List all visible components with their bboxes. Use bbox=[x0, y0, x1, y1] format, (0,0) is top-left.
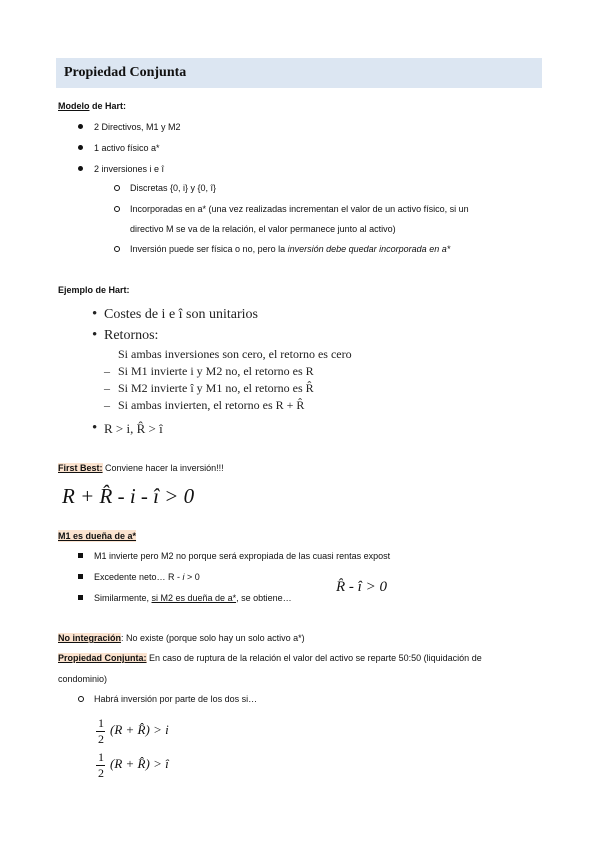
section-banner bbox=[56, 58, 542, 88]
propiedad-formula-2: (R + R̂) > î bbox=[110, 756, 169, 771]
slide-bullet: • bbox=[92, 420, 98, 436]
no-integracion-line: No integración: No existe (porque solo hay un solo activo a*) bbox=[58, 633, 305, 643]
slide-bullet: • bbox=[92, 306, 98, 322]
slide-m2: Si M2 invierte î y M1 no, el retorno es R̂ bbox=[118, 381, 314, 395]
slide-dash: – bbox=[104, 364, 110, 378]
square-bullet-icon bbox=[78, 595, 83, 600]
modelo-item: 1 activo físico a* bbox=[94, 143, 160, 153]
page-title: Propiedad Conjunta bbox=[64, 65, 187, 80]
square-bullet-icon bbox=[78, 574, 83, 579]
propiedad-formula-1: (R + R̂) > i bbox=[110, 722, 169, 737]
m1-item: M1 invierte pero M2 no porque será expropiada de las cuasi rentas expost bbox=[94, 551, 391, 561]
circle-bullet-icon bbox=[114, 185, 120, 191]
square-bullet-icon bbox=[78, 553, 83, 558]
slide-ambas: Si ambas invierten, el retorno es R + R̂ bbox=[118, 398, 305, 412]
slide-dash: – bbox=[104, 398, 110, 412]
bullet-icon bbox=[78, 145, 83, 150]
modelo-sub-item: directivo M se va de la relación, el valor permanece junto al activo) bbox=[130, 224, 396, 234]
propiedad-line: Propiedad Conjunta: En caso de ruptura de la relación el valor del activo se reparte 50:50 (liquidación de bbox=[58, 653, 482, 663]
m1-duena-heading: M1 es dueña de a* bbox=[58, 531, 137, 541]
frac-denominator: 2 bbox=[98, 766, 104, 780]
modelo-item: 2 Directivos, M1 y M2 bbox=[94, 122, 181, 132]
modelo-heading: Modelo de Hart: bbox=[58, 101, 127, 111]
propiedad-sub-item: Habrá inversión por parte de los dos si… bbox=[94, 694, 258, 704]
first-best-line: First Best: Conviene hacer la inversión!!! bbox=[58, 463, 224, 473]
slide-costes: Costes de i e î son unitarios bbox=[104, 307, 258, 322]
modelo-item: 2 inversiones i e î bbox=[94, 164, 165, 174]
slide-retornos: Retornos: bbox=[104, 328, 159, 343]
first-best-formula: R + R̂ - i - î > 0 bbox=[62, 484, 195, 508]
m1-item: Similarmente, si M2 es dueña de a*, se obtiene… bbox=[94, 593, 292, 603]
modelo-sub-item: Discretas {0, i} y {0, î} bbox=[130, 183, 217, 193]
circle-bullet-icon bbox=[114, 206, 120, 212]
circle-bullet-icon bbox=[114, 246, 120, 252]
slide-dash: – bbox=[104, 381, 110, 395]
bullet-icon bbox=[78, 124, 83, 129]
ejemplo-heading: Ejemplo de Hart: bbox=[58, 285, 130, 295]
bullet-icon bbox=[78, 166, 83, 171]
frac-numerator: 1 bbox=[98, 716, 104, 730]
modelo-sub-item: Inversión puede ser física o no, pero la inversión debe quedar incorporada en a* bbox=[130, 244, 451, 254]
slide-condicion: R > i, R̂ > î bbox=[104, 421, 163, 436]
propiedad-line-cont: condominio) bbox=[58, 674, 108, 684]
slide-bullet: • bbox=[92, 327, 98, 343]
slide-m1: Si M1 invierte i y M2 no, el retorno es R bbox=[118, 364, 314, 378]
modelo-sub-item: Incorporadas en a* (una vez realizadas incrementan el valor de un activo físico, si un bbox=[130, 204, 469, 214]
frac-numerator: 1 bbox=[98, 750, 104, 764]
circle-bullet-icon bbox=[78, 696, 84, 702]
frac-denominator: 2 bbox=[98, 732, 104, 746]
m2-formula: R̂ - î > 0 bbox=[336, 579, 387, 595]
m1-item: Excedente neto… R - i > 0 bbox=[94, 572, 200, 582]
slide-cero: Si ambas inversiones son cero, el retorno es cero bbox=[118, 347, 352, 361]
